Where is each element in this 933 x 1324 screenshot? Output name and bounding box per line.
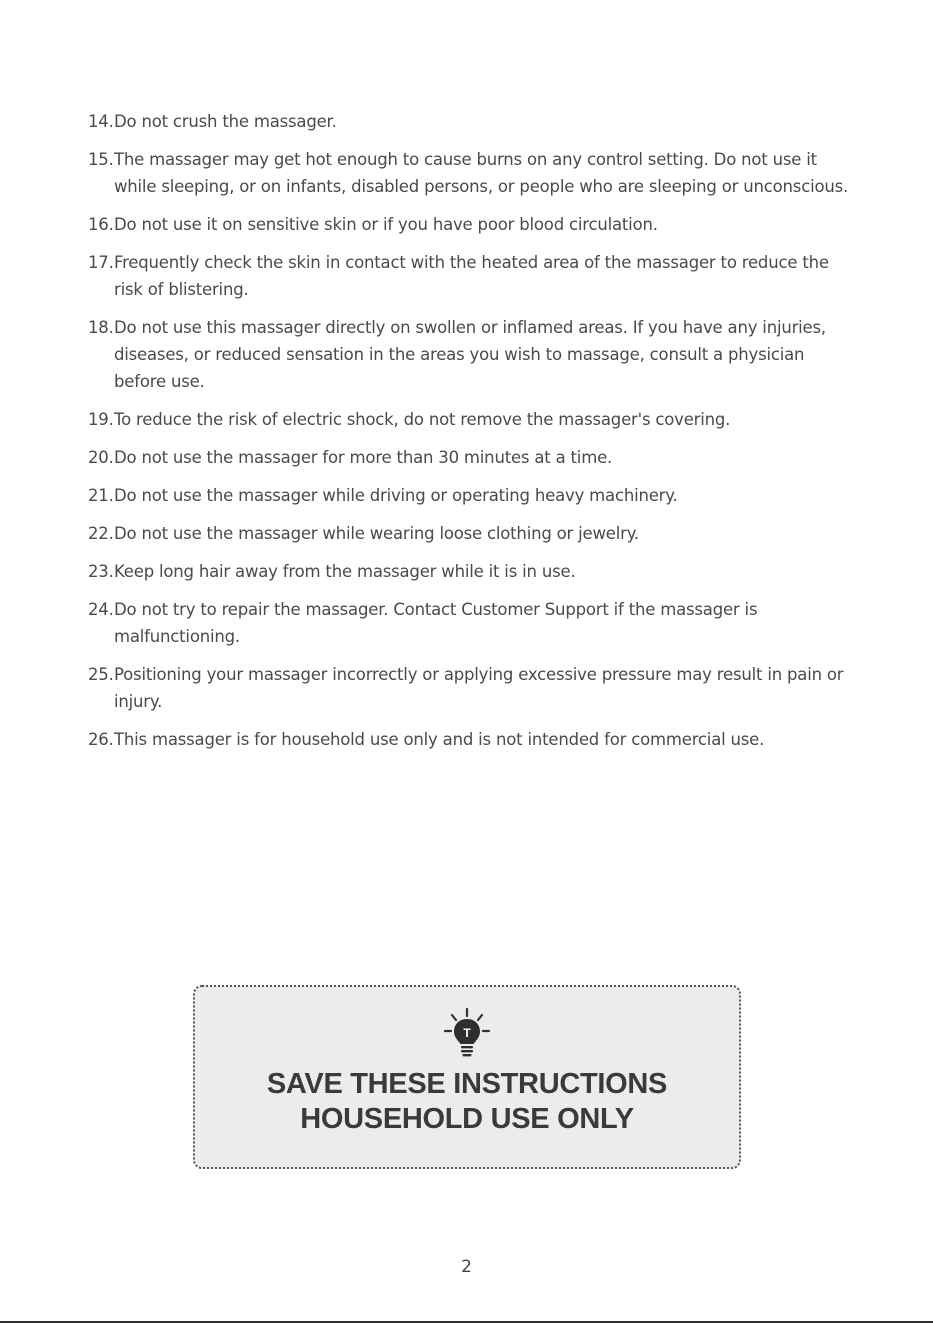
item-text: Positioning your massager incorrectly or applying excessive pressure may result in pain or injury.: [114, 665, 844, 711]
list-item: [88, 558, 858, 585]
save-instructions-notice: [193, 985, 741, 1169]
notice-headline: [195, 1067, 739, 1137]
item-text: Do not use the massager while driving or operating heavy machinery.: [114, 486, 678, 505]
item-number: 22.: [88, 524, 114, 543]
list-item: [88, 520, 858, 547]
item-number: 17.: [88, 253, 114, 272]
item-text: Do not use it on sensitive skin or if you have poor blood circulation.: [114, 215, 658, 234]
item-number: 14.: [88, 112, 114, 131]
notice-line-household: HOUSEHOLD USE ONLY: [300, 1103, 634, 1135]
notice-line-save: SAVE THESE INSTRUCTIONS: [266, 1068, 668, 1100]
list-item: [88, 211, 858, 238]
item-number: 18.: [88, 318, 114, 337]
list-item: [88, 482, 858, 509]
item-text: The massager may get hot enough to cause burns on any control setting. Do not use it while sleeping, or on infants, disabled persons, or people who are sleeping or unconscious.: [114, 150, 849, 196]
page-number: 2: [461, 1257, 472, 1277]
item-text: Frequently check the skin in contact with the heated area of the massager to reduce the risk of blistering.: [114, 253, 829, 299]
item-number: 15.: [88, 150, 114, 169]
item-number: 25.: [88, 665, 114, 684]
item-number: 19.: [88, 410, 114, 429]
item-text: Do not try to repair the massager. Contact Customer Support if the massager is malfunctioning.: [114, 600, 758, 646]
item-text: Do not use this massager directly on swollen or inflamed areas. If you have any injuries, diseases, or reduced sensation in the areas you wish to massage, consult a physician before use.: [114, 318, 826, 391]
lightbulb-letter: T: [463, 1026, 471, 1040]
item-number: 24.: [88, 600, 114, 619]
item-number: 26.: [88, 730, 114, 749]
list-item: [88, 444, 858, 471]
item-number: 23.: [88, 562, 114, 581]
list-item: [88, 108, 858, 135]
item-text: This massager is for household use only and is not intended for commercial use.: [114, 730, 765, 749]
list-item: [88, 596, 858, 650]
list-item: [88, 249, 858, 303]
list-item: [88, 146, 858, 200]
safety-instructions-list: [88, 108, 858, 764]
item-text: Do not crush the massager.: [114, 112, 337, 131]
item-number: 16.: [88, 215, 114, 234]
item-text: Keep long hair away from the massager while it is in use.: [114, 562, 576, 581]
item-text: Do not use the massager for more than 30 minutes at a time.: [114, 448, 613, 467]
list-item: [88, 406, 858, 433]
item-text: Do not use the massager while wearing loose clothing or jewelry.: [114, 524, 639, 543]
item-number: 21.: [88, 486, 114, 505]
item-number: 20.: [88, 448, 114, 467]
item-text: To reduce the risk of electric shock, do not remove the massager's covering.: [114, 410, 731, 429]
page-bottom-border: [0, 1321, 933, 1323]
list-item: [88, 661, 858, 715]
list-item: [88, 726, 858, 753]
list-item: [88, 314, 858, 395]
lightbulb-icon: [442, 1007, 492, 1063]
